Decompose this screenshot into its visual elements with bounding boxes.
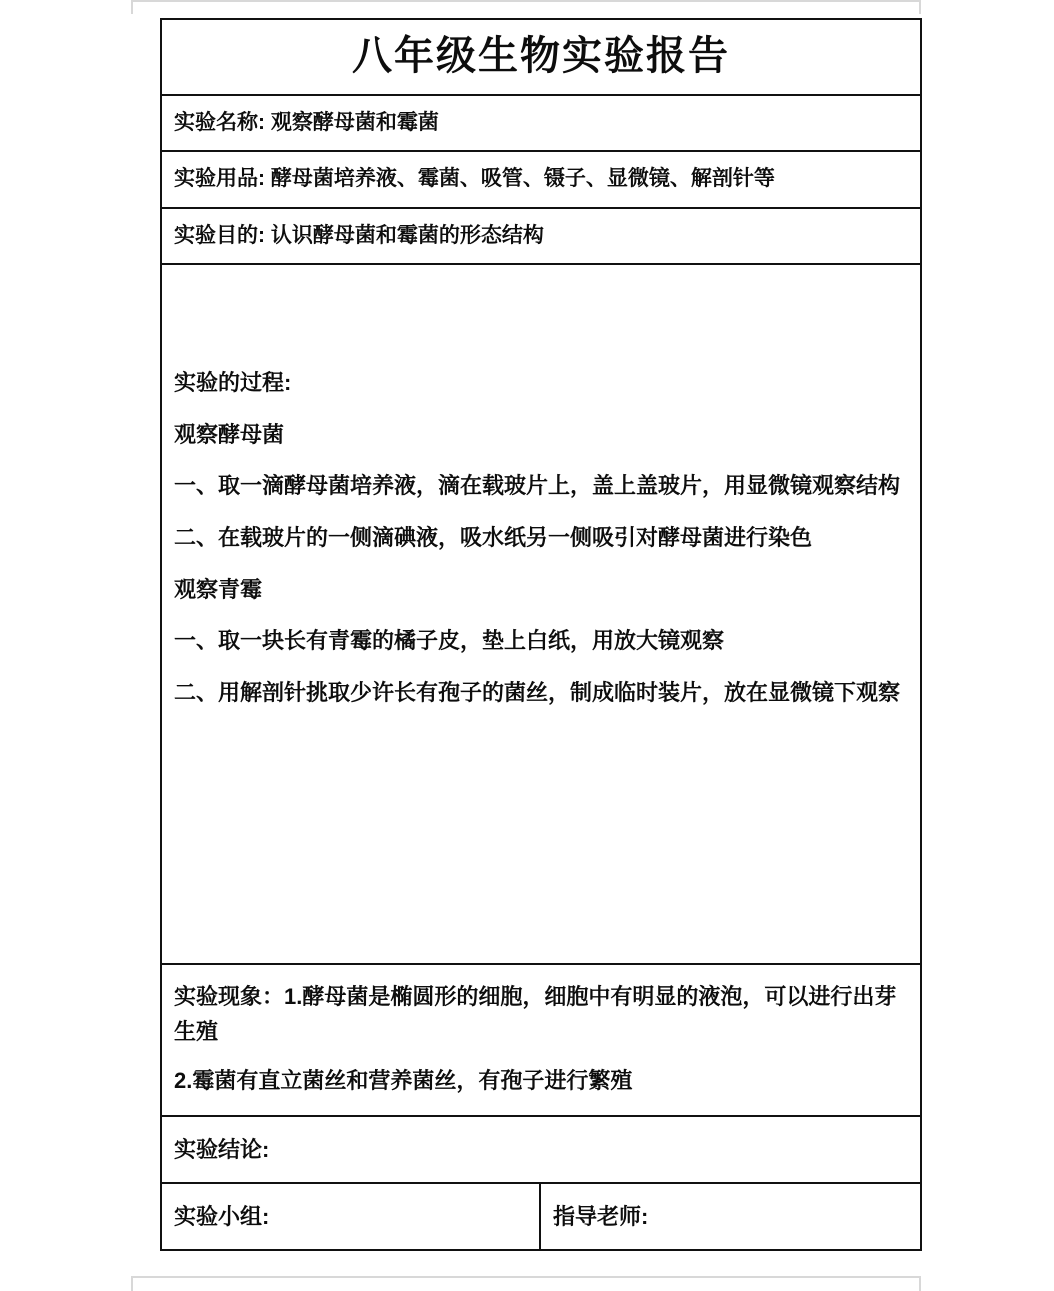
process-top-spacer [174, 277, 904, 365]
page-guide-bottom-right [919, 1278, 921, 1291]
experiment-phenomenon-row [162, 965, 920, 1117]
page-guide-top-right [919, 0, 921, 14]
experiment-purpose-value: 认识酵母菌和霉菌的形态结构 [270, 223, 544, 247]
group-label: 实验小组: [174, 1203, 270, 1229]
process-heading: 实验的过程: [174, 370, 292, 396]
experiment-name-row [162, 96, 920, 152]
experiment-materials-label: 实验用品: [174, 167, 265, 191]
experiment-name-value: 观察酵母菌和霉菌 [270, 111, 439, 134]
page-title: 八年级生物实验报告 [352, 34, 730, 78]
experiment-purpose-label: 实验目的: [174, 223, 265, 247]
teacher-cell [541, 1184, 920, 1249]
page-guide-bottom-left [131, 1278, 133, 1291]
process-line-1: 观察酵母菌 [174, 421, 285, 447]
phenomenon-line-1: 实验现象：1.酵母菌是椭圆形的细胞，细胞中有明显的液泡，可以进行出芽生殖 [174, 984, 897, 1045]
experiment-name-label: 实验名称: [174, 111, 265, 134]
process-bottom-spacer [174, 726, 904, 796]
page-guide-top [131, 0, 921, 2]
report-title-row [162, 20, 920, 96]
process-line-6: 二、用解剖针挑取少许长有孢子的菌丝，制成临时装片，放在显微镜下观察 [174, 679, 901, 705]
page-guide-bottom [131, 1276, 921, 1278]
experiment-materials-value: 酵母菌培养液、霉菌、吸管、镊子、显微镜、解剖针等 [270, 167, 775, 191]
process-line-4: 观察青霉 [174, 576, 263, 602]
experiment-conclusion-row [162, 1117, 920, 1184]
experiment-process-row [162, 265, 920, 965]
phenomenon-line-2: 2.霉菌有直立菌丝和营养菌丝，有孢子进行繁殖 [174, 1068, 633, 1094]
process-line-5: 一、取一块长有青霉的橘子皮，垫上白纸，用放大镜观察 [174, 628, 725, 654]
conclusion-label: 实验结论: [174, 1136, 270, 1162]
process-line-2: 一、取一滴酵母菌培养液，滴在载玻片上，盖上盖玻片，用显微镜观察结构 [174, 473, 901, 499]
group-cell [162, 1184, 541, 1249]
experiment-purpose-row [162, 209, 920, 265]
experiment-materials-row [162, 152, 920, 208]
signature-row [162, 1184, 920, 1251]
process-line-3: 二、在载玻片的一侧滴碘液，吸水纸另一侧吸引对酵母菌进行染色 [174, 524, 813, 550]
teacher-label: 指导老师: [553, 1203, 649, 1229]
page-guide-top-left [131, 0, 133, 14]
lab-report-table [160, 18, 922, 1251]
